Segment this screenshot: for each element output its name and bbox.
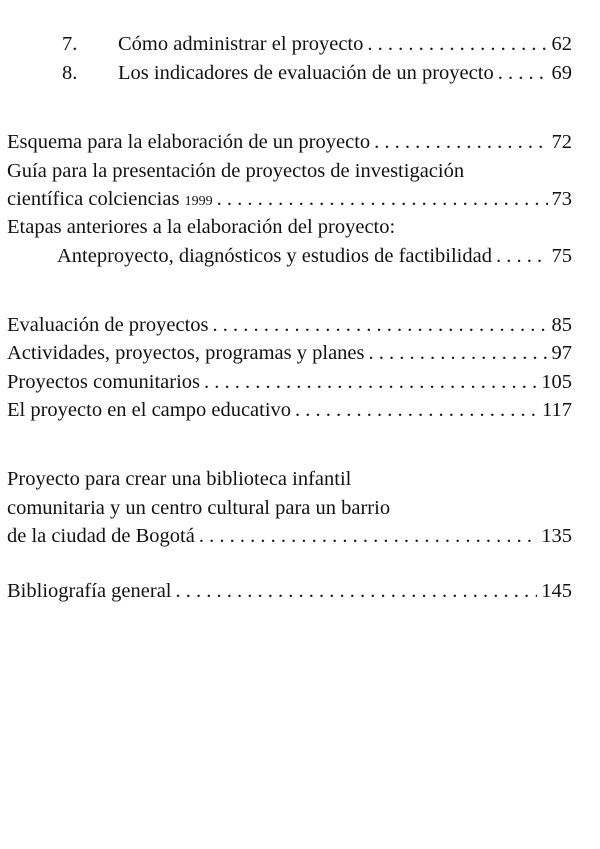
dot-leader <box>369 339 548 367</box>
toc-entry-page: 117 <box>542 399 572 421</box>
toc-entry-title: Cómo administrar el proyecto <box>118 33 364 55</box>
dot-leader <box>498 59 548 87</box>
toc-entry-page: 135 <box>541 525 572 547</box>
dot-leader <box>217 185 548 213</box>
toc-entry-page: 69 <box>551 62 572 84</box>
toc-entry-comunitarios[interactable] <box>7 368 572 396</box>
toc-entry-title-continued: Anteproyecto, diagnósticos y estudios de factibilidad <box>57 245 492 267</box>
toc-entry-biblioteca-line2[interactable] <box>7 494 572 522</box>
dot-leader <box>295 396 538 424</box>
toc-entry-page: 62 <box>551 33 572 55</box>
toc-entry-etapas-line1[interactable] <box>7 213 572 241</box>
toc-entry-bibliografia[interactable] <box>7 577 572 605</box>
toc-entry-title: Guía para la presentación de proyectos de investigación <box>7 160 465 182</box>
toc-entry-guia-line1[interactable] <box>7 157 572 185</box>
toc-entry-title: Actividades, proyectos, programas y planes <box>7 342 365 364</box>
toc-entry-page: 85 <box>551 314 572 336</box>
toc-entry-biblioteca-line3[interactable] <box>7 522 572 550</box>
toc-entry-actividades[interactable] <box>7 339 572 367</box>
toc-entry-title: Proyectos comunitarios <box>7 371 201 393</box>
toc-entry-page: 105 <box>541 371 572 393</box>
toc-entry-8[interactable] <box>62 59 572 87</box>
toc-entry-title-continued: científica colciencias 1999 <box>7 188 213 210</box>
toc-entry-title-continued: comunitaria y un centro cultural para un barrio <box>7 497 391 519</box>
dot-leader <box>374 128 547 156</box>
toc-entry-guia-line2[interactable] <box>7 185 572 213</box>
toc-entry-educativo[interactable] <box>7 396 572 424</box>
toc-entry-number: 7. <box>62 33 78 55</box>
toc-entry-title-continued: de la ciudad de Bogotá <box>7 525 195 547</box>
toc-entry-page: 145 <box>541 580 572 602</box>
dot-leader <box>496 242 548 270</box>
toc-entry-title: Bibliografía general <box>7 580 172 602</box>
toc-entry-year: 1999 <box>184 194 213 209</box>
toc-entry-page: 97 <box>551 342 572 364</box>
toc-entry-title: Esquema para la elaboración de un proyecto <box>7 131 371 153</box>
dot-leader <box>176 577 538 605</box>
toc-entry-page: 73 <box>551 188 572 210</box>
toc-entry-page: 72 <box>551 131 572 153</box>
toc-entry-esquema[interactable] <box>7 128 572 156</box>
dot-leader <box>204 368 537 396</box>
toc-entry-number: 8. <box>62 62 78 84</box>
toc-entry-etapas-line2[interactable] <box>7 242 572 270</box>
toc-entry-page: 75 <box>551 245 572 267</box>
dot-leader <box>367 30 547 58</box>
toc-entry-7[interactable] <box>62 30 572 58</box>
toc-entry-title: Etapas anteriores a la elaboración del proyecto: <box>7 216 396 238</box>
dot-leader <box>199 522 537 550</box>
toc-entry-title: El proyecto en el campo educativo <box>7 399 292 421</box>
toc-entry-title: Los indicadores de evaluación de un proyecto <box>118 62 494 84</box>
toc-entry-title: Evaluación de proyectos <box>7 314 209 336</box>
toc-entry-biblioteca-line1[interactable] <box>7 465 572 493</box>
toc-entry-title: Proyecto para crear una biblioteca infantil <box>7 468 352 490</box>
dot-leader <box>213 311 548 339</box>
toc-entry-evaluacion[interactable] <box>7 311 572 339</box>
